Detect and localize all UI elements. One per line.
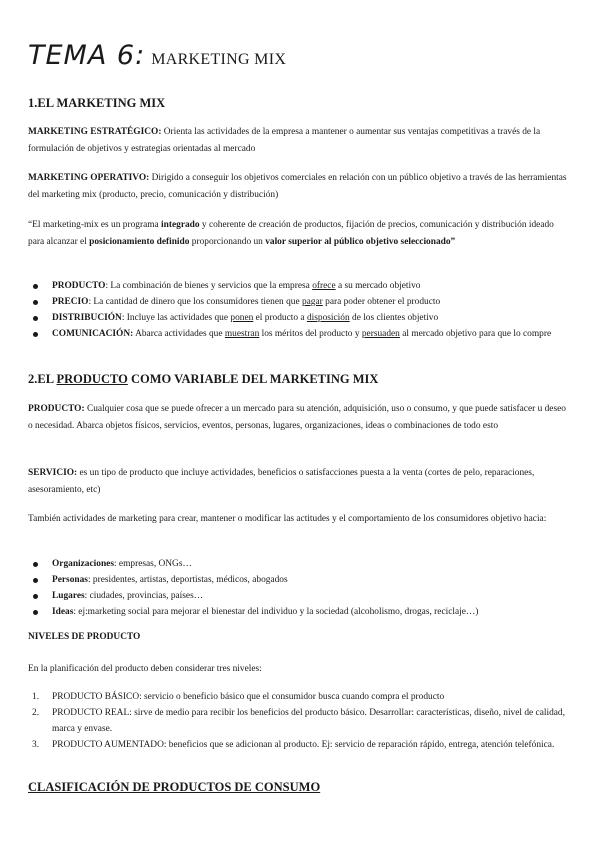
item-label: COMUNICACIÓN: (52, 329, 134, 339)
estrategico-text: Orienta las actividades de la empresa a mantener o aumentar sus ventajas competitivas a través de la formulación de objetivos y estrategias orientadas al mercado (28, 127, 541, 154)
item-number: 3. (32, 740, 40, 750)
section-1-heading: 1.EL MARKETING MIX (28, 96, 166, 110)
item-text: PRODUCTO REAL: sirve de medio para recibir los beneficios del producto básico. Desarrollar: características, diseño, nivel de calidad, marca y envase. (52, 708, 565, 734)
heading-underline: PRODUCTO (56, 372, 128, 386)
bullet-icon (33, 332, 38, 337)
item-text: el producto a (253, 313, 307, 323)
list-item (28, 604, 572, 620)
bullet-icon (33, 300, 38, 305)
targets-list (28, 556, 572, 620)
item-text: : La combinación de bienes y servicios que la empresa (105, 281, 313, 291)
page-title (28, 40, 286, 80)
marketing-mix-quote (28, 217, 572, 251)
item-text: : empresas, ONGs… (113, 559, 192, 569)
list-item (28, 737, 572, 753)
quote-part-2: y coherente de creación de productos, fijación de precios, comunicación y distribución ideado para alcanzar el (28, 220, 554, 247)
niveles-intro: En la planificación del producto deben considerar tres niveles: (28, 664, 262, 674)
item-text: al mercado objetivo para que lo compre (399, 329, 552, 339)
item-label: Personas (52, 575, 88, 585)
item-text: los méritos del producto y (259, 329, 362, 339)
list-item (28, 588, 572, 604)
list-item (28, 278, 572, 294)
item-text: : Incluye las actividades que (121, 313, 231, 323)
item-label: Ideas (52, 607, 74, 617)
list-item (28, 705, 572, 737)
producto-text: Cualquier cosa que se puede ofrecer a un mercado para su atención, adquisición, uso o consumo, y que puede satisfacer u deseo o necesidad. Abarca objetos físicos, servicios, eventos, personas, lugares, organizaciones, ideas o combinaciones de todo esto (28, 404, 566, 431)
item-text: Abarca actividades que (133, 329, 225, 339)
list-item (28, 572, 572, 588)
item-text: : ej:marketing social para mejorar el bienestar del individuo y la sociedad (alcoholismo, drogas, reciclaje…) (73, 607, 479, 617)
clasificacion-heading (28, 780, 320, 795)
item-text: PRODUCTO BÁSICO: servicio o beneficio básico que el consumidor busca cuando compra el producto (52, 692, 445, 702)
servicio-label: SERVICIO: (28, 468, 78, 478)
item-number: 2. (32, 708, 40, 718)
item-text: para poder obtener el producto (322, 297, 441, 307)
item-number: 1. (32, 692, 40, 702)
item-label: Organizaciones (52, 559, 114, 569)
bullet-icon (33, 316, 38, 321)
item-underline: ofrece (312, 281, 336, 291)
tambien-paragraph: También actividades de marketing para crear, mantener o modificar las actitudes y el comportamiento de los consumidores objetivo hacia: (28, 514, 547, 524)
tema-label: TEMA 6: (28, 40, 146, 71)
bullet-icon (33, 610, 38, 615)
operativo-label: MARKETING OPERATIVO: (28, 173, 150, 183)
item-label: Lugares (52, 591, 85, 601)
marketing-operativo-paragraph (28, 170, 572, 204)
bullet-icon (33, 578, 38, 583)
list-item (28, 294, 572, 310)
servicio-paragraph (28, 465, 572, 499)
subject-title: MARKETING MIX (151, 51, 287, 68)
producto-paragraph (28, 401, 572, 435)
quote-bold-2: posicionamiento definido (89, 237, 190, 247)
item-underline: persuaden (361, 329, 400, 339)
heading-part: 2.EL (28, 372, 57, 386)
list-item (28, 310, 572, 326)
item-text: : La cantidad de dinero que los consumidores tienen que (88, 297, 302, 307)
quote-bold-1: integrado (161, 220, 200, 230)
quote-bold-3: valor superior al público objetivo seleccionado” (265, 237, 456, 247)
list-item (28, 689, 572, 705)
item-underline: disposición (306, 313, 350, 323)
item-text: PRODUCTO AUMENTADO: beneficios que se adicionan al producto. Ej: servicio de reparación rápido, entrega, atención telefónica. (52, 740, 555, 750)
clasificacion-title: CLASIFICACIÓN DE PRODUCTOS DE CONSUMO (28, 780, 321, 794)
producto-label: PRODUCTO: (28, 404, 85, 414)
estrategico-label: MARKETING ESTRATÉGICO: (28, 127, 162, 137)
heading-part: COMO VARIABLE DEL MARKETING MIX (127, 372, 379, 386)
quote-part-3: proporcionando un (189, 237, 266, 247)
quote-part-1: “El marketing-mix es un programa (28, 220, 162, 230)
item-label: DISTRIBUCIÓN (52, 313, 122, 323)
niveles-list (28, 689, 572, 753)
item-label: PRECIO (52, 297, 89, 307)
niveles-heading: NIVELES DE PRODUCTO (28, 632, 141, 642)
item-text: : presidentes, artistas, deportistas, médicos, abogados (87, 575, 288, 585)
bullet-icon (33, 562, 38, 567)
item-underline: muestran (224, 329, 260, 339)
bullet-icon (33, 594, 38, 599)
item-underline: ponen (230, 313, 254, 323)
marketing-estrategico-paragraph (28, 124, 572, 158)
section-2-heading (28, 372, 378, 387)
list-item (28, 326, 572, 342)
item-text: de los clientes objetivo (349, 313, 439, 323)
item-underline: pagar (301, 297, 323, 307)
item-text: : ciudades, provincias, países… (84, 591, 204, 601)
servicio-text: es un tipo de producto que incluye actividades, beneficios o satisfacciones puesta a la venta (cortes de pelo, reparaciones, asesoramiento, etc) (28, 468, 535, 495)
operativo-text: Dirigido a conseguir los objetivos comerciales en relación con un público objetivo a través de las herramientas del marketing mix (producto, precio, comunicación y distribución) (28, 173, 567, 200)
list-item (28, 556, 572, 572)
item-label: PRODUCTO (52, 281, 106, 291)
bullet-icon (33, 284, 38, 289)
item-text: a su mercado objetivo (335, 281, 421, 291)
marketing-mix-list (28, 278, 572, 342)
